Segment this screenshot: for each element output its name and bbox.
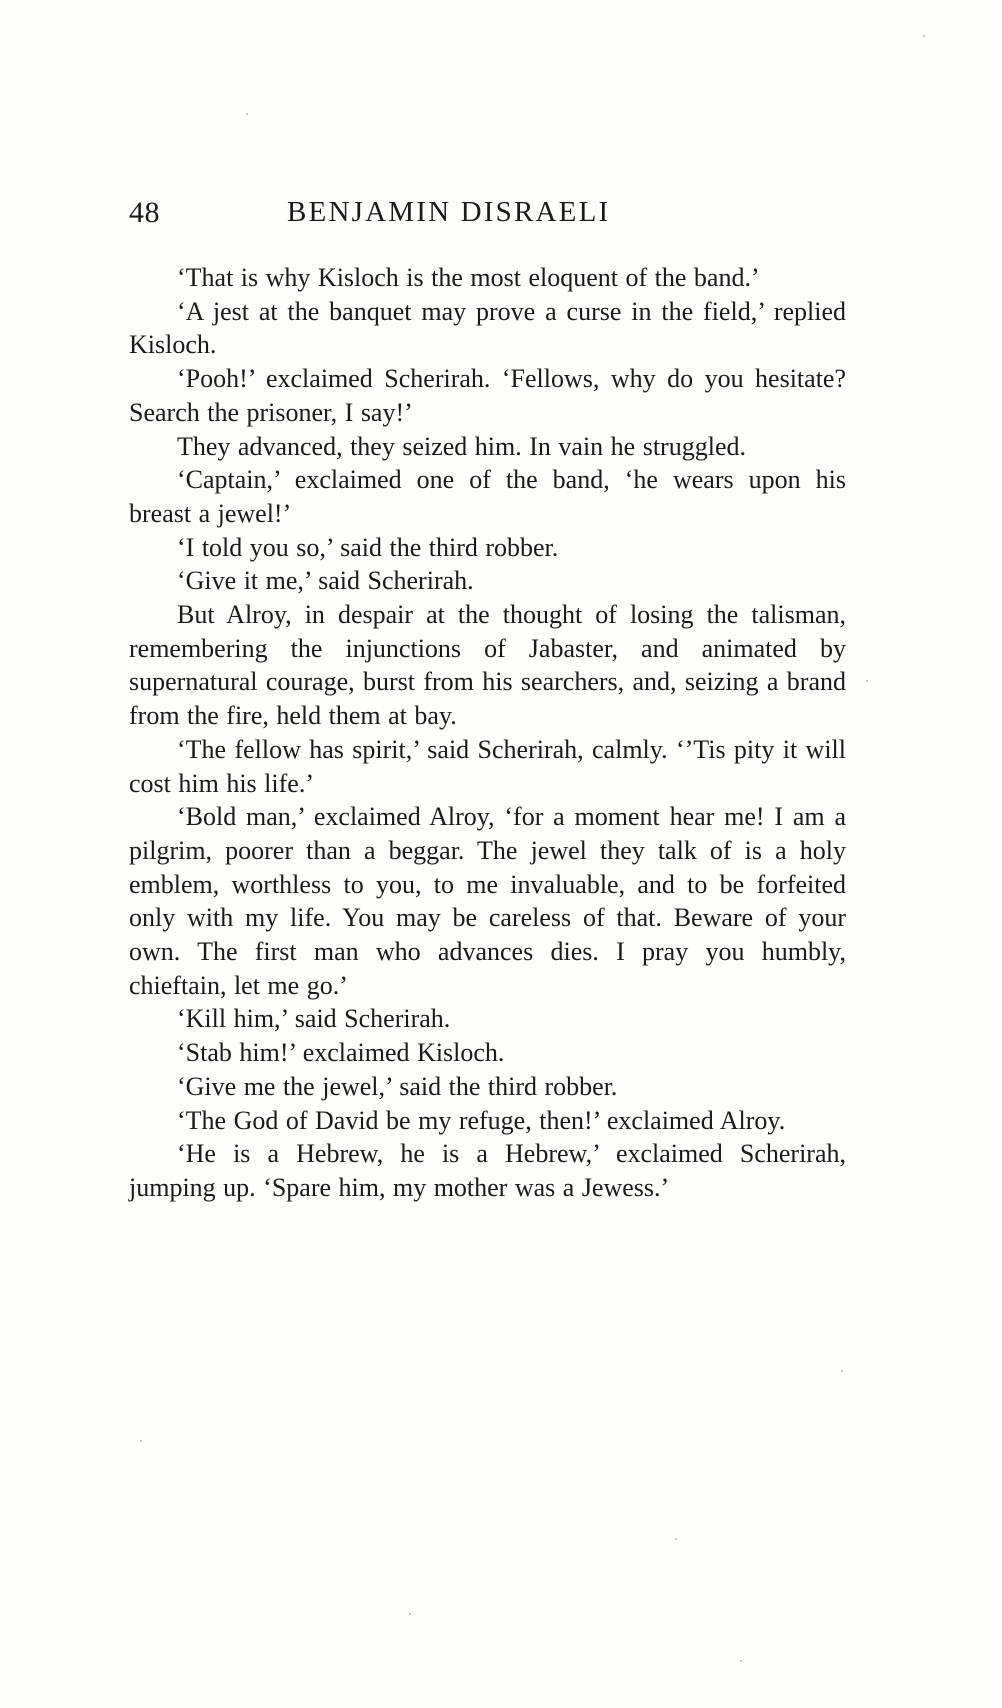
scan-speck	[675, 1538, 677, 1540]
paragraph: ‘That is why Kisloch is the most eloquent of the band.’	[177, 263, 760, 292]
running-head	[129, 196, 846, 236]
scan-speck	[841, 1370, 843, 1372]
paragraph: ‘Stab him!’ exclaimed Kisloch.	[177, 1038, 505, 1068]
page-number: 48	[129, 196, 160, 229]
scan-speck	[409, 1613, 411, 1615]
body-text	[129, 261, 846, 1205]
paragraph: ‘Captain,’ exclaimed one of the band, ‘he wears upon his breast a jewel!’	[129, 465, 846, 528]
running-title: BENJAMIN DISRAELI	[287, 196, 611, 228]
paragraph: ‘Give it me,’ said Scherirah.	[177, 566, 474, 596]
paragraph: But Alroy, in despair at the thought of losing the talisman, remembering the injunctions of Jabaster, and animated by supernatural courage, burst from his searchers, and, seizing a brand from the fire, held them at bay.	[129, 600, 846, 731]
scan-speck	[140, 1440, 142, 1442]
paragraph: ‘Bold man,’ exclaimed Alroy, ‘for a moment hear me! I am a pilgrim, poorer than a beggar. The jewel they talk of is a holy emblem, worthless to you, to me invaluable, and to be forfeited only with my life. You may be careless of that. Beware of your own. The first man who advances dies. I pray you humbly, chieftain, let me go.’	[129, 802, 846, 1000]
paragraph: ‘Give me the jewel,’ said the third robber.	[177, 1071, 618, 1101]
scan-speck	[923, 35, 925, 37]
scan-speck	[246, 113, 248, 115]
scan-speck	[866, 680, 868, 682]
scan-speck	[740, 1660, 742, 1662]
paragraph: ‘The fellow has spirit,’ said Scherirah, calmly. ‘’Tis pity it will cost him his life.’	[129, 734, 846, 798]
paragraph: ‘A jest at the banquet may prove a curse in the field,’ replied Kisloch.	[129, 296, 846, 360]
paragraph: ‘Pooh!’ exclaimed Scherirah. ‘Fellows, why do you hesitate? Search the prisoner, I say!’	[129, 364, 846, 427]
paragraph: They advanced, they seized him. In vain he struggled.	[177, 431, 746, 461]
paragraph: ‘The God of David be my refuge, then!’ exclaimed Alroy.	[177, 1105, 786, 1135]
paragraph: ‘I told you so,’ said the third robber.	[177, 532, 559, 562]
paragraph: ‘Kill him,’ said Scherirah.	[177, 1004, 451, 1034]
paragraph: ‘He is a Hebrew, he is a Hebrew,’ exclaimed Scherirah, jumping up. ‘Spare him, my mother was a Jewess.’	[129, 1139, 846, 1202]
